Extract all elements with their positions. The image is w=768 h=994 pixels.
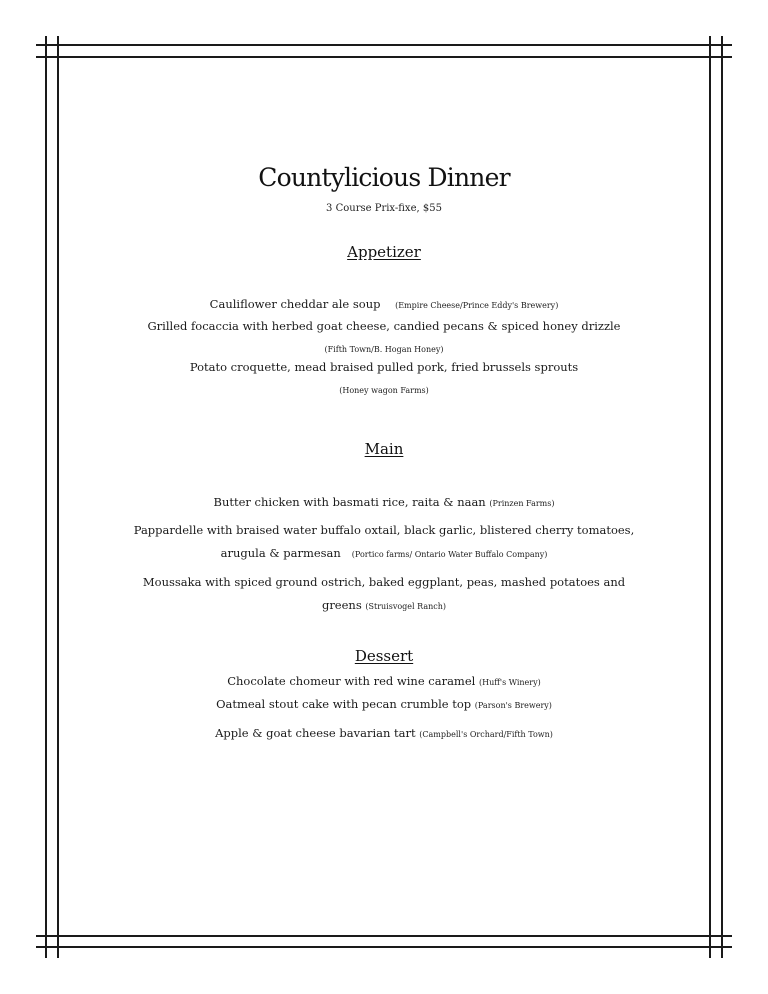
menu-item-source	[0, 382, 768, 396]
dish-name: Grilled focaccia with herbed goat cheese, candied pecans & spiced honey drizzle	[147, 319, 621, 333]
menu-item-continued	[0, 546, 768, 560]
dish-name: Oatmeal stout cake with pecan crumble top	[216, 697, 472, 711]
dish-name: Pappardelle with braised water buffalo oxtail, black garlic, blistered cherry tomatoes,	[133, 523, 635, 537]
menu-subtitle: 3 Course Prix-fixe, $55	[326, 203, 442, 214]
menu-item	[0, 726, 768, 740]
menu-title: Countylicious Dinner	[258, 163, 510, 192]
main-heading: Main	[364, 440, 404, 458]
dish-source: (Prinzen Farms)	[489, 499, 555, 508]
menu-item	[0, 674, 768, 688]
dish-name: arugula & parmesan	[220, 546, 341, 560]
appetizer-heading: Appetizer	[347, 243, 421, 261]
menu-item	[0, 495, 768, 509]
dish-source: (Portico farms/ Ontario Water Buffalo Company)	[351, 550, 548, 559]
dish-name: Potato croquette, mead braised pulled pork, fried brussels sprouts	[189, 360, 579, 374]
menu-item	[0, 319, 768, 333]
frame-top-inner-line	[36, 56, 732, 58]
menu-item	[0, 523, 768, 537]
dish-source: (Huff's Winery)	[478, 678, 541, 687]
menu-item-source	[0, 341, 768, 355]
frame-top-outer-line	[36, 44, 732, 46]
dish-name: Moussaka with spiced ground ostrich, baked eggplant, peas, mashed potatoes and	[142, 575, 626, 589]
dessert-heading: Dessert	[354, 647, 414, 665]
dish-source: (Parson's Brewery)	[474, 701, 552, 710]
menu-item	[0, 297, 768, 311]
dish-source: (Empire Cheese/Prince Eddy's Brewery)	[395, 301, 559, 310]
frame-bottom-outer-line	[36, 946, 732, 948]
dish-name: Cauliflower cheddar ale soup	[209, 297, 381, 311]
dish-name: Butter chicken with basmati rice, raita & naan	[213, 495, 486, 509]
dish-name: Chocolate chomeur with red wine caramel	[227, 674, 476, 688]
dish-source: (Fifth Town/B. Hogan Honey)	[324, 345, 444, 354]
dish-source: (Campbell's Orchard/Fifth Town)	[419, 730, 553, 739]
dish-source: (Struisvogel Ranch)	[365, 602, 447, 611]
dish-name: Apple & goat cheese bavarian tart	[215, 726, 416, 740]
menu-item	[0, 575, 768, 589]
dish-name: greens	[321, 598, 362, 612]
menu-item	[0, 697, 768, 711]
menu-item	[0, 360, 768, 374]
dish-source: (Honey wagon Farms)	[339, 386, 429, 395]
menu-item-continued	[0, 598, 768, 612]
frame-bottom-inner-line	[36, 935, 732, 937]
